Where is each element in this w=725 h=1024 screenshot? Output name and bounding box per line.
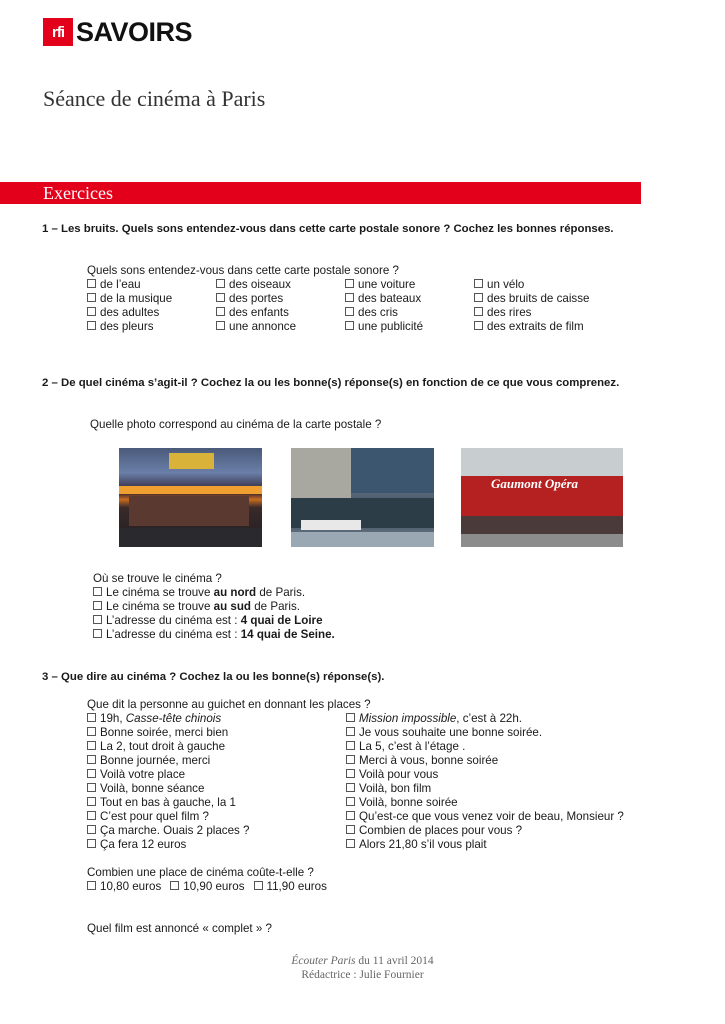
price-option[interactable] [170,880,244,893]
rfi-logo-mark: rfi [43,18,73,46]
q1-option-label: de l’eau [100,278,141,291]
q3-right-option[interactable] [346,796,624,810]
q3-left-option[interactable] [87,824,250,838]
q3-checkbox[interactable] [346,783,355,792]
q2-location-prompt: Où se trouve le cinéma ? [93,572,222,585]
q3-option-text: Combien de places pour vous ? [359,824,523,837]
q1-option-label: des adultes [100,306,160,319]
price-checkbox[interactable] [87,881,96,890]
q3-option-text: La 5, c’est à l’étage . [359,740,466,753]
q2-checkbox[interactable] [93,615,102,624]
q1-option[interactable] [345,306,474,320]
q3-option-text: Ça marche. Ouais 2 places ? [100,824,250,837]
q3-right-option[interactable] [346,810,624,824]
q2-option[interactable] [93,586,335,600]
q2-option-text-after: de Paris. [256,586,306,599]
q1-checkbox[interactable] [87,279,96,288]
q3-checkbox[interactable] [87,783,96,792]
q1-checkbox[interactable] [216,293,225,302]
q1-checkbox[interactable] [87,321,96,330]
q3-checkbox[interactable] [346,839,355,848]
q1-options [87,278,634,334]
q3-checkbox[interactable] [87,713,96,722]
q1-option[interactable] [216,306,345,320]
q2-option-text: Le cinéma se trouve [106,586,214,599]
q1-option-label: des enfants [229,306,289,319]
q1-checkbox[interactable] [87,293,96,302]
q3-left-option[interactable] [87,796,250,810]
q1-option[interactable] [474,278,634,292]
q3-option-text-after: , c’est à 22h. [456,712,523,725]
q3-left-option[interactable] [87,754,250,768]
q3-checkbox[interactable] [87,839,96,848]
q1-checkbox[interactable] [216,279,225,288]
q1-option[interactable] [87,292,216,306]
gaumont-sign: Gaumont Opéra [491,476,579,491]
q3-heading-bold: 3 – Que dire au cinéma ? [42,671,177,683]
q1-option-label: une publicité [358,320,424,333]
q3-option-italic: Casse-tête chinois [125,712,222,725]
q2-option-bold: au sud [213,600,251,613]
q1-option-label: des rires [487,306,532,319]
q1-checkbox[interactable] [474,279,483,288]
q1-option-label: des pleurs [100,320,154,333]
cinema-photo-3[interactable] [461,448,623,547]
q2-option[interactable] [93,614,335,628]
q2-option-bold: au nord [213,586,257,599]
q2-option[interactable] [93,628,335,642]
q3-left-option[interactable] [87,740,250,754]
q3-checkbox[interactable] [346,741,355,750]
q2-option-text: L’adresse du cinéma est : [106,614,241,627]
q3-right-option[interactable] [346,726,624,740]
q3-option-text: Voilà votre place [100,768,186,781]
q3-checkbox[interactable] [87,755,96,764]
q1-option[interactable] [345,278,474,292]
q3-option-text: C’est pour quel film ? [100,810,209,823]
price-option-label: 11,90 euros [266,880,327,893]
q3-right-option[interactable] [346,712,624,726]
q2-option-text: L’adresse du cinéma est : [106,628,241,641]
q2-checkbox[interactable] [93,587,102,596]
q3-option-text: Voilà, bonne séance [100,782,205,795]
q2-options [93,586,335,642]
q3-right-options [346,712,624,852]
q2-option-text-after: de Paris. [251,600,300,613]
footer-source-title: Écouter Paris [291,955,356,967]
q1-checkbox[interactable] [216,307,225,316]
q3-right-option[interactable] [346,740,624,754]
q3-right-option[interactable] [346,754,624,768]
q2-option[interactable] [93,600,335,614]
cinema-photo-2[interactable] [291,448,434,547]
q3-option-text: Bonne journée, merci [100,754,211,767]
page-title: Séance de cinéma à Paris [43,86,266,111]
q3-left-option[interactable] [87,712,250,726]
q3-left-option[interactable] [87,768,250,782]
q1-checkbox[interactable] [87,307,96,316]
q2-checkbox[interactable] [93,629,102,638]
q3-option-text: Voilà, bon film [359,782,432,795]
q1-checkbox[interactable] [216,321,225,330]
q3-right-option[interactable] [346,838,624,852]
footer-source-date: du 11 avril 2014 [355,955,434,967]
q1-checkbox[interactable] [345,307,354,316]
q1-option[interactable] [216,292,345,306]
q3-film-prompt: Quel film est annoncé « complet » ? [87,922,272,935]
q3-right-option[interactable] [346,824,624,838]
cinema-photo-1-art [119,448,262,547]
q2-option-text: Le cinéma se trouve [106,600,214,613]
q3-option-text: Ça fera 12 euros [100,838,187,851]
q3-checkbox[interactable] [87,797,96,806]
q3-checkbox[interactable] [346,727,355,736]
q1-heading: 1 – Les bruits. Quels sons entendez-vous dans cette carte postale sonore ? Cochez les bonnes réponses. [42,223,614,235]
q1-option[interactable] [474,320,634,334]
price-option-label: 10,90 euros [183,880,245,893]
q1-option-label: des cris [358,306,398,319]
price-option[interactable] [254,880,327,893]
q3-heading [42,670,384,684]
q1-checkbox[interactable] [345,293,354,302]
cinema-photo-1[interactable] [119,448,262,547]
q2-heading: 2 – De quel cinéma s’agit-il ? Cochez la ou les bonne(s) réponse(s) en fonction de ce que vous comprenez. [42,377,620,389]
q3-checkbox[interactable] [87,727,96,736]
q3-heading-rest: Cochez la ou les bonne(s) réponse(s). [176,671,385,683]
q1-prompt: Quels sons entendez-vous dans cette carte postale sonore ? [87,264,399,277]
q3-option-text: Qu’est-ce que vous venez voir de beau, Monsieur ? [359,810,624,823]
q1-option-label: des bruits de caisse [487,292,590,305]
q1-option-label: des portes [229,292,284,305]
q1-option-label: des bateaux [358,292,422,305]
q3-option-text: Voilà pour vous [359,768,439,781]
q1-checkbox[interactable] [474,307,483,316]
q2-checkbox[interactable] [93,601,102,610]
q3-option-text: Merci à vous, bonne soirée [359,754,499,767]
q3-checkbox[interactable] [346,797,355,806]
q1-checkbox[interactable] [474,321,483,330]
q1-option-label: de la musique [100,292,173,305]
savoirs-logo-text: SAVOIRS [76,16,193,47]
q3-option-text: La 2, tout droit à gauche [100,740,226,753]
q3-option-text: 19h, [100,712,126,725]
section-label: Exercices [43,183,113,203]
q1-option[interactable] [87,320,216,334]
q3-option-italic: Mission impossible [359,712,457,725]
q1-option[interactable] [87,278,216,292]
price-option[interactable] [87,880,161,893]
q1-option[interactable] [216,278,345,292]
footer-author: Rédactrice : Julie Fournier [301,969,424,981]
price-checkbox[interactable] [170,881,179,890]
q3-option-text: Tout en bas à gauche, la 1 [100,796,237,809]
footer-source [0,955,725,967]
cinema-photo-2-art [291,448,434,547]
q3-price-options [87,880,336,894]
q3-checkbox[interactable] [346,811,355,820]
q1-option-label: des oiseaux [229,278,291,291]
q1-option[interactable] [474,292,634,306]
q1-option-label: un vélo [487,278,525,291]
q3-price-prompt: Combien une place de cinéma coûte-t-elle ? [87,866,314,879]
q3-checkbox[interactable] [87,741,96,750]
q1-checkbox[interactable] [345,321,354,330]
q1-option[interactable] [345,292,474,306]
q3-left-option[interactable] [87,838,250,852]
q1-option-label: une voiture [358,278,416,291]
q2-option-bold: 4 quai de Loire [240,614,323,627]
q3-prompt: Que dit la personne au guichet en donnant les places ? [87,698,371,711]
q1-option[interactable] [474,306,634,320]
q1-option[interactable] [216,320,345,334]
q3-left-option[interactable] [87,726,250,740]
q3-checkbox[interactable] [87,769,96,778]
q1-option[interactable] [345,320,474,334]
q3-checkbox[interactable] [346,825,355,834]
q1-checkbox[interactable] [474,293,483,302]
q3-left-options [87,712,250,852]
rfi-savoirs-logo [43,18,192,46]
q3-option-text: Bonne soirée, merci bien [100,726,229,739]
q3-checkbox[interactable] [346,769,355,778]
q3-checkbox[interactable] [346,755,355,764]
q3-checkbox[interactable] [346,713,355,722]
q1-option-label: une annonce [229,320,297,333]
q3-right-option[interactable] [346,782,624,796]
q1-option-label: des extraits de film [487,320,584,333]
q2-option-bold: 14 quai de Seine. [240,628,335,641]
q3-left-option[interactable] [87,782,250,796]
q2-prompt: Quelle photo correspond au cinéma de la carte postale ? [90,418,382,431]
q3-option-text: Voilà, bonne soirée [359,796,458,809]
cinema-photo-3-art [461,448,623,547]
q3-option-text: Alors 21,80 s’il vous plait [359,838,487,851]
q3-checkbox[interactable] [87,811,96,820]
price-checkbox[interactable] [254,881,263,890]
q3-left-option[interactable] [87,810,250,824]
q3-checkbox[interactable] [87,825,96,834]
q1-option[interactable] [87,306,216,320]
q3-option-text: Je vous souhaite une bonne soirée. [359,726,543,739]
price-option-label: 10,80 euros [100,880,162,893]
q1-checkbox[interactable] [345,279,354,288]
q3-right-option[interactable] [346,768,624,782]
